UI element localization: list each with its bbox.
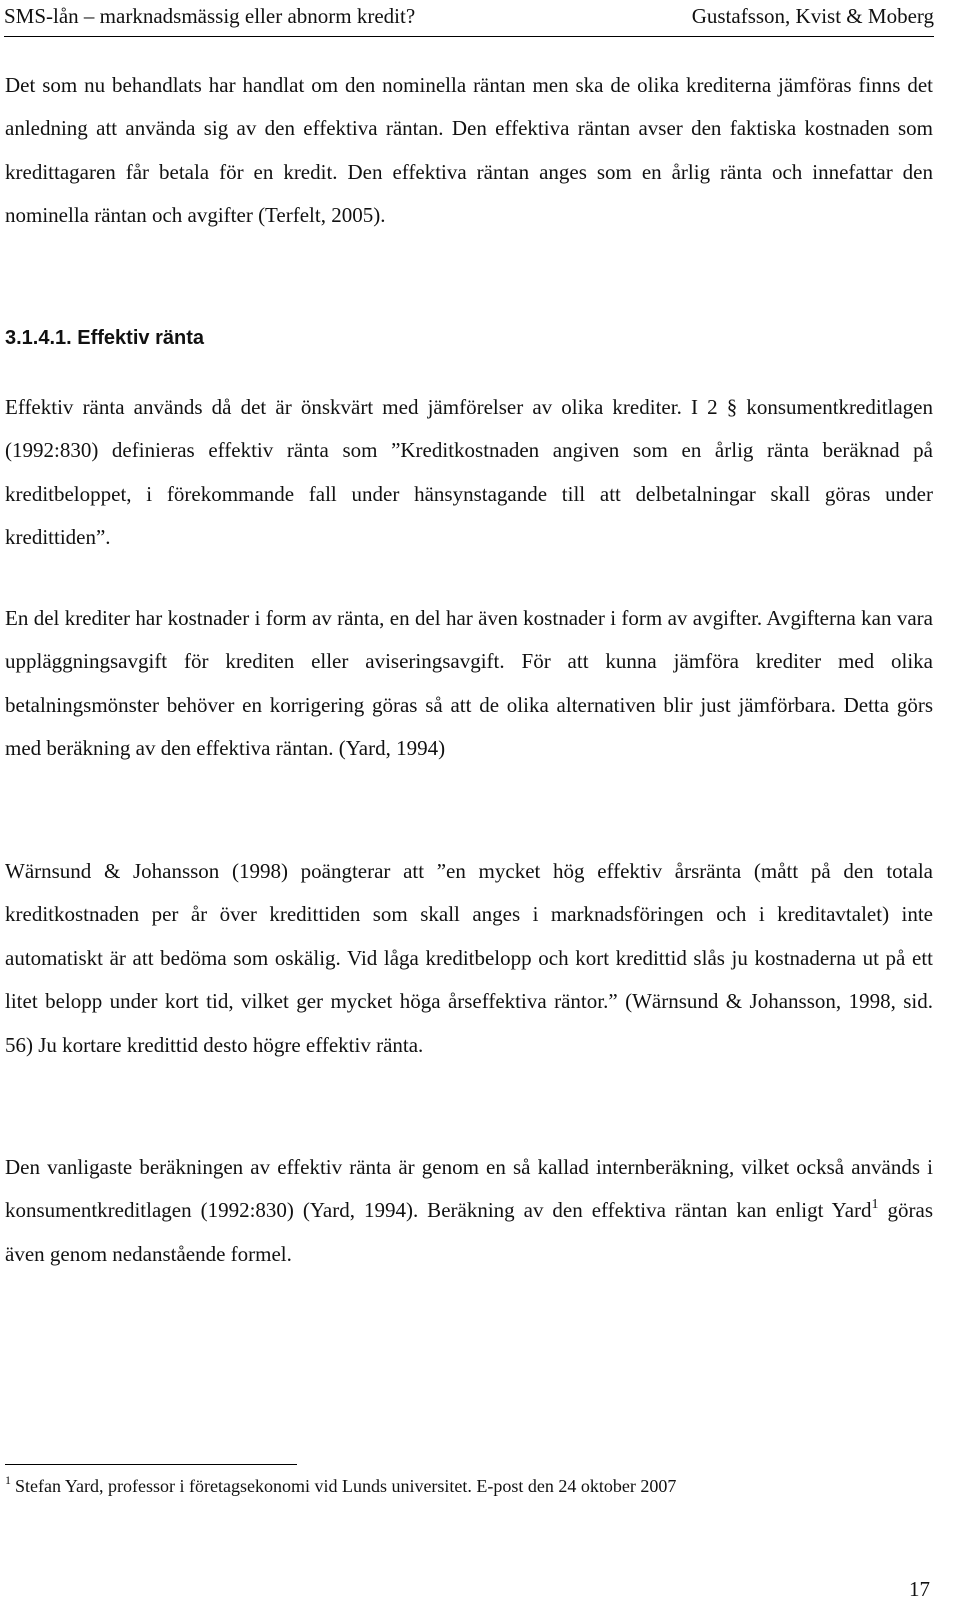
header-title: SMS-lån – marknadsmässig eller abnorm kredit? bbox=[4, 4, 416, 28]
paragraph-calculation bbox=[5, 1146, 933, 1276]
running-header bbox=[4, 2, 934, 37]
paragraph-calculation-text-end: göras även genom nedanstående formel. bbox=[5, 1198, 933, 1266]
paragraph-quote: Wärnsund & Johansson (1998) poängterar att ”en mycket hög effektiv årsränta (mått på den totala kreditkostnaden per år över kredittiden som skall anges i marknadsföringen och i kreditavtalet) inte automatiskt är att bedöma som oskälig. Vid låga kreditbelopp och kort kredittid slås ju kostnaderna ut på ett litet belopp under kort tid, vilket ger mycket höga årseffektiva räntor.” (Wärnsund & Johansson, 1998, sid. 56) Ju kortare kredittid desto högre effektiv ränta. bbox=[5, 859, 933, 1057]
paragraph-calculation-text: Den vanligaste beräkningen av effektiv ränta är genom en så kallad internberäkning, vilket också används i konsumentkreditlagen (1992:830) (Yard, 1994). Beräkning av den effektiva räntan kan enligt Yard bbox=[5, 1155, 933, 1223]
paragraph-effective-rate-intro: Det som nu behandlats har handlat om den nominella räntan men ska de olika krediterna jämföras finns det anledning att använda sig av den effektiva räntan. Den effektiva räntan avser den faktiska kostnaden som kredittagaren får betala för en kredit. Den effektiva räntan anges som en årlig ränta och innefattar den nominella räntan och avgifter (Terfelt, 2005). bbox=[5, 73, 933, 228]
page-number: 17 bbox=[909, 1577, 930, 1601]
section-heading: 3.1.4.1. Effektiv ränta bbox=[5, 327, 204, 349]
paragraph-definition: Effektiv ränta används då det är önskvärt med jämförelser av olika krediter. I 2 § konsumentkreditlagen (1992:830) definieras effektiv ränta som ”Kreditkostnaden angiven som en årlig ränta beräknad på kreditbeloppet, i förekommande fall under hänsynstagande till att delbetalningar skall göras under kredittiden”. bbox=[5, 395, 933, 550]
header-authors: Gustafsson, Kvist & Moberg bbox=[691, 4, 934, 28]
paragraph-fees: En del krediter har kostnader i form av ränta, en del har även kostnader i form av avgifter. Avgifterna kan vara uppläggningsavgift för krediten eller aviseringsavgift. För att kunna jämföra krediter med olika betalningsmönster behöver en korrigering göras så att de olika alternativen blir just jämförbara. Detta görs med beräkning av den effektiva räntan. (Yard, 1994) bbox=[5, 606, 933, 761]
footnote-reference[interactable]: 1 bbox=[871, 1197, 879, 1213]
footnote-divider bbox=[5, 1464, 297, 1465]
footnote-text: Stefan Yard, professor i företagsekonomi vid Lunds universitet. E-post den 24 oktober 2007 bbox=[15, 1476, 677, 1496]
footnote-marker: 1 bbox=[5, 1473, 11, 1487]
footnote bbox=[5, 1474, 676, 1498]
